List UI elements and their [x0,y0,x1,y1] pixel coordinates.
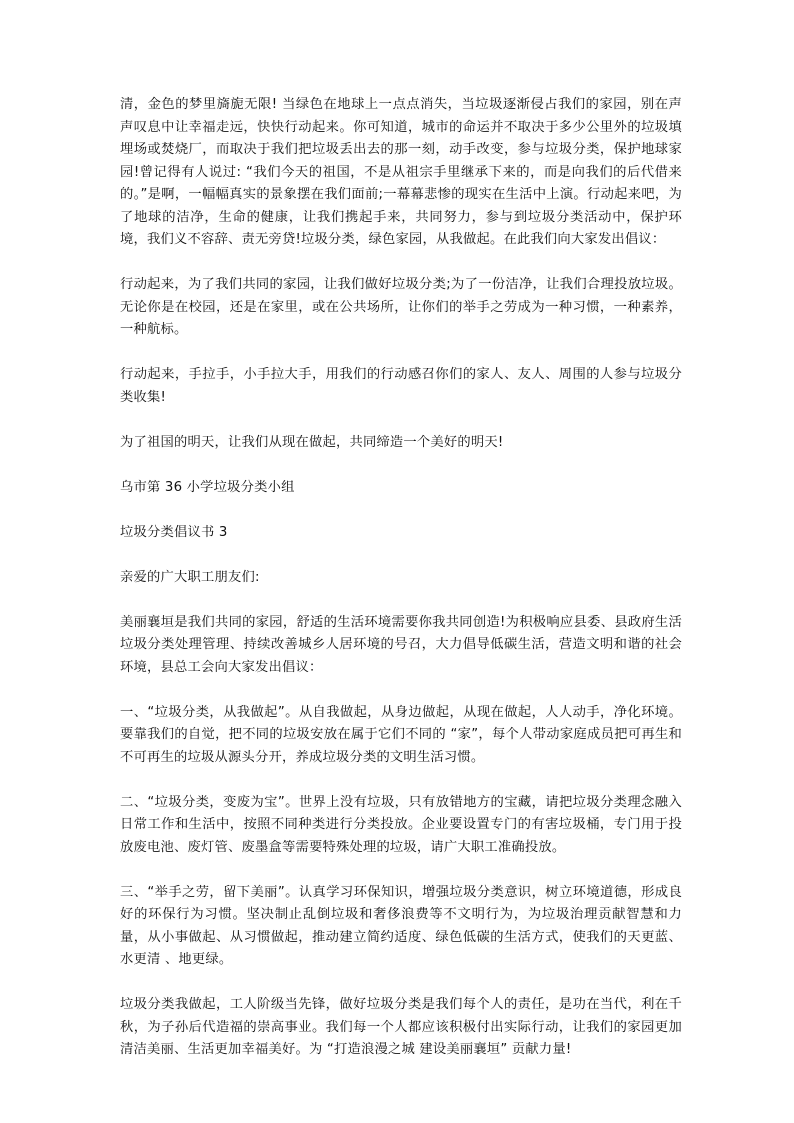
paragraph-gap [120,342,682,365]
signature-line: 乌市第 36 小学垃圾分类小组 [120,479,295,495]
paragraph-gap [120,679,682,702]
paragraph-closing: 为了祖国的明天，让我们从现在做起，共同缔造一个美好的明天! [120,434,504,450]
paragraph-action-1: 行动起来，为了我们共同的家园，让我们做好垃圾分类;为了一份洁净，让我们合理投放垃圾。无论你是在校园，还是在家里，或在公共场所，让你们的举手之劳成为一种习惯，一种素养，一种航标。 [120,277,682,337]
paragraph-intro: 清，金色的梦里旖旎无限! 当绿色在地球上一点点消失，当垃圾逐渐侵占我们的家园，别在声声叹息中让幸福走远，快快行动起来。你可知道，城市的命运并不取决于多少公里外的垃圾填埋场或焚烧厂，而取决于我们把垃圾丢出去的那一刻，动手改变，参与垃圾分类，保护地球家园!曾记得有人说过: “我们今天的祖国，不是从祖宗手里继承下来的，而是向我们的后代借来的。”是啊，一幅幅真实的景象摆在我们面前;一幕幕悲惨的现实在生活中上演。行动起来吧，为了地球的洁净，生命的健康，让我们携起手来，共同努力，参与到垃圾分类活动中，保护环境，我们义不容辞、责无旁贷!垃圾分类，绿色家园，从我做起。在此我们向大家发出倡议： [120,97,682,247]
paragraph-gap [120,859,682,882]
paragraph-gap [120,252,682,275]
paragraph-gap [120,769,682,792]
section-title: 垃圾分类倡议书 3 [120,524,228,540]
paragraph-proposal-intro: 美丽襄垣是我们共同的家园，舒适的生活环境需要你我共同创造!为积极响应县委、县政府生活垃圾分类处理管理、持续改善城乡人居环境的号召，大力倡导低碳生活，营造文明和谐的社会环境，县总工会向大家发出倡议： [120,614,682,675]
paragraph-gap [120,499,682,522]
paragraph-action-2: 行动起来，手拉手，小手拉大手，用我们的行动感召你们的家人、友人、周围的人参与垃圾分类收集! [120,367,682,405]
paragraph-gap [120,454,682,477]
salutation: 亲爱的广大职工朋友们: [120,569,260,585]
paragraph-point-2: 二、“垃圾分类，变废为宝”。世界上没有垃圾，只有放错地方的宝藏，请把垃圾分类理念融入日常工作和生活中，按照不同种类进行分类投放。企业要设置专门的有害垃圾桶，专门用于投放废电池、废灯管、废墨盒等需要特殊处理的垃圾，请广大职工准确投放。 [120,794,682,855]
document-page [120,94,682,1062]
paragraph-gap [120,589,682,612]
paragraph-point-3: 三、“举手之劳，留下美丽”。认真学习环保知识，增强垃圾分类意识，树立环境道德，形成良好的环保行为习惯。坚决制止乱倒垃圾和奢侈浪费等不文明行为，为垃圾治理贡献智慧和力量，从小事做起、从习惯做起，推动建立简约适度、绿色低碳的生活方式，使我们的天更蓝、水更清 、地更绿。 [120,884,682,967]
paragraph-gap [120,544,682,567]
paragraph-gap [120,972,682,995]
paragraph-gap [120,409,682,432]
paragraph-point-1: 一、“垃圾分类，从我做起”。从自我做起，从身边做起，从现在做起，人人动手，净化环境。要靠我们的自觉，把不同的垃圾安放在属于它们不同的 “家”，每个人带动家庭成员把可再生和不可再生的垃圾从源头分开，养成垃圾分类的文明生活习惯。 [120,704,682,765]
paragraph-conclusion: 垃圾分类我做起，工人阶级当先锋，做好垃圾分类是我们每个人的责任，是功在当代，利在千秋，为子孙后代造福的崇高事业。我们每一个人都应该积极付出实际行动，让我们的家园更加清洁美丽、生活更加幸福美好。为 “打造浪漫之城 建设美丽襄垣” 贡献力量! [120,997,682,1057]
